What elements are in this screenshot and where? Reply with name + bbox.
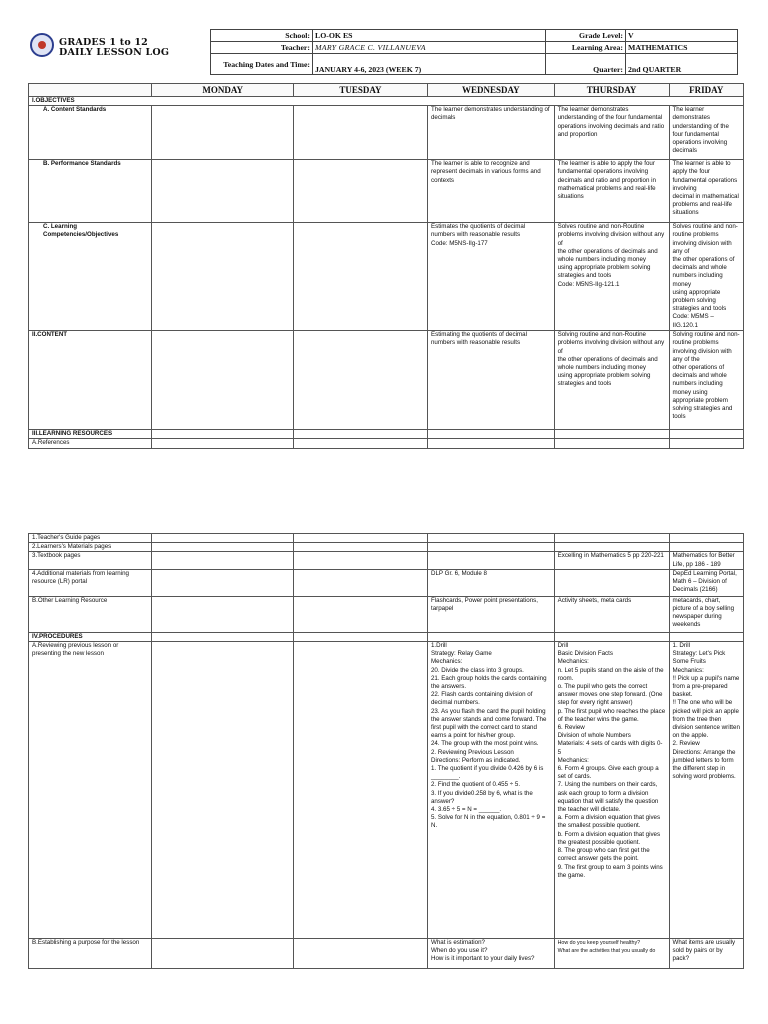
table-row bbox=[29, 331, 744, 430]
empty-cell bbox=[293, 939, 427, 969]
thursday-cell: Solving routine and non-Routine problems involving division without any of the other operations of decimals and whole numbers including money using appropriate problem solving strategies and tools bbox=[554, 331, 669, 430]
lesson-grid-2 bbox=[28, 533, 744, 969]
reviewing-lesson-label: A.Reviewing previous lesson or presenting the new lesson bbox=[29, 642, 152, 939]
empty-cell bbox=[152, 534, 294, 543]
table-row bbox=[29, 430, 744, 439]
teacher-label: Teacher: bbox=[211, 42, 313, 54]
wednesday-cell: DLP Gr. 6, Module 8 bbox=[427, 569, 554, 596]
empty-cell bbox=[669, 632, 744, 641]
thursday-cell: How do you keep yourself healthy? What are the activities that you usually do bbox=[554, 939, 669, 969]
performance-standards-label: B. Performance Standards bbox=[29, 160, 152, 223]
wednesday-cell: 1.Drill Strategy: Relay Game Mechanics: 20. Divide the class into 3 groups. 21. Each group holds the cards containing the answers. 22. Flash cards containing division of decimal numbers. 23. As you flash the card the pupil holding the answer stands and come forward. The first pupil with the correct card to stand earns a point for his/her group. 24. The group with the most point wins. 2. Reviewing Previous Lesson Directions: Perform as indicated. 1. The quotient if you divide 0.426 by 6 is ________. 2. Find the quotient of 0.455 ÷ 5. 3. If you divide0.258 by 6, what is the answer? 4. 3.65 ÷ 5 = N = ______. 5. Solve for N in the equation, 0.801 ÷ 9 = N. bbox=[427, 642, 554, 939]
wednesday-cell: Estimating the quotients of decimal numbers with reasonable results bbox=[427, 331, 554, 430]
empty-cell bbox=[293, 596, 427, 632]
other-resources-label: B.Other Learning Resource bbox=[29, 596, 152, 632]
teaching-dates-value: JANUARY 4-6, 2023 (WEEK 7) bbox=[313, 54, 546, 75]
wednesday-cell: The learner is able to recognize and represent decimals in various forms and contexts bbox=[427, 160, 554, 223]
textbook-label: 3.Textbook pages bbox=[29, 552, 152, 569]
empty-cell bbox=[293, 534, 427, 543]
competencies-label: C. Learning Competencies/Objectives bbox=[29, 223, 152, 331]
table-row bbox=[29, 223, 744, 331]
empty-cell bbox=[554, 569, 669, 596]
empty-cell bbox=[152, 552, 294, 569]
friday-cell: The learner demonstrates understanding of the four fundamental operations involving decimals bbox=[669, 106, 744, 160]
empty-cell bbox=[152, 939, 294, 969]
lesson-table-part-1 bbox=[28, 83, 744, 449]
day-thursday: THURSDAY bbox=[554, 84, 669, 97]
lesson-grid-1 bbox=[28, 83, 744, 449]
lesson-table-part-2 bbox=[28, 533, 744, 969]
table-row bbox=[29, 534, 744, 543]
table-row bbox=[29, 569, 744, 596]
wednesday-cell: The learner demonstrates understanding of decimals bbox=[427, 106, 554, 160]
learners-materials-label: 2.Learners's Materials pages bbox=[29, 543, 152, 552]
empty-cell bbox=[293, 552, 427, 569]
empty-cell bbox=[427, 430, 554, 439]
empty-cell bbox=[293, 439, 427, 448]
empty-cell bbox=[427, 534, 554, 543]
wednesday-cell: Flashcards, Power point presentations, tarpapel bbox=[427, 596, 554, 632]
empty-cell bbox=[554, 439, 669, 448]
grade-level-value: V bbox=[626, 30, 738, 42]
table-row bbox=[29, 439, 744, 448]
thursday-cell: Activity sheets, meta cards bbox=[554, 596, 669, 632]
table-row bbox=[29, 552, 744, 569]
empty-cell bbox=[293, 632, 427, 641]
teaching-dates-label: Teaching Dates and Time: bbox=[211, 54, 313, 75]
procedures-heading: IV.PROCEDURES bbox=[29, 632, 152, 641]
empty-cell bbox=[669, 430, 744, 439]
tuesday-cell bbox=[293, 331, 427, 430]
school-label: School: bbox=[211, 30, 313, 42]
learning-resources-heading: III.LEARNING RESOURCES bbox=[29, 430, 152, 439]
quarter-value: 2nd QUARTER bbox=[626, 54, 738, 75]
tuesday-cell bbox=[293, 160, 427, 223]
empty-cell bbox=[152, 596, 294, 632]
wednesday-cell: Estimates the quotients of decimal numbers with reasonable results Code: M5NS-IIg-177 bbox=[427, 223, 554, 331]
empty-cell bbox=[427, 552, 554, 569]
day-friday: FRIDAY bbox=[669, 84, 744, 97]
day-monday: MONDAY bbox=[152, 84, 294, 97]
tuesday-cell bbox=[293, 223, 427, 331]
thursday-cell: Drill Basic Division Facts Mechanics: n. Let 5 pupils stand on the aisle of the room. o. The pupil who gets the correct answer moves one step forward. (One step for every right answer) p. The first pupil who reaches the place of the teacher wins the game. 6. Review Division of whole Numbers Materials: 4 sets of cards with digits 0-5 Mechanics: 6. Form 4 groups. Give each group a set of cards. 7. Using the numbers on their cards, ask each group to form a division equation that will satisfy the question the teacher will dictate. a. Form a division equation that gives the smallest possible quotient. b. Form a division equation that gives the greatest possible quotient. 8. The group who can first get the correct answer gets the point. 9. The first group to earn 3 points wins the game. bbox=[554, 642, 669, 939]
thursday-cell: Solves routine and non-Routine problems involving division without any of the other operations of decimals and whole numbers including money using appropriate problem solving strategies and tools Code: M5NS-IIg-121.1 bbox=[554, 223, 669, 331]
empty-cell bbox=[554, 632, 669, 641]
content-standards-label: A. Content Standards bbox=[29, 106, 152, 160]
day-header-row bbox=[29, 84, 744, 97]
thursday-cell: The learner is able to apply the four fundamental operations involving decimals and ratio and proportion in mathematical problems and real-life situations bbox=[554, 160, 669, 223]
monday-cell bbox=[152, 331, 294, 430]
monday-cell bbox=[152, 106, 294, 160]
thursday-cell: Excelling in Mathematics 5 pp 220-221 bbox=[554, 552, 669, 569]
grade-level-label: Grade Level: bbox=[546, 30, 626, 42]
additional-materials-label: 4.Additional materials from learning resource (LR) portal bbox=[29, 569, 152, 596]
table-row bbox=[29, 939, 744, 969]
header-info-table bbox=[210, 29, 738, 75]
table-row bbox=[29, 106, 744, 160]
table-row bbox=[29, 543, 744, 552]
blank-corner bbox=[29, 84, 152, 97]
quarter-label: Quarter: bbox=[546, 54, 626, 75]
teacher-value: MARY GRACE C. VILLANUEVA bbox=[313, 42, 546, 54]
title-line-2: DAILY LESSON LOG bbox=[59, 47, 170, 58]
table-row bbox=[29, 642, 744, 939]
learning-area-label: Learning Area: bbox=[546, 42, 626, 54]
objectives-heading: I.OBJECTIVES bbox=[29, 97, 744, 106]
lesson-log-header bbox=[28, 29, 744, 76]
empty-cell bbox=[293, 642, 427, 939]
empty-cell bbox=[669, 543, 744, 552]
table-row bbox=[29, 596, 744, 632]
monday-cell bbox=[152, 160, 294, 223]
day-tuesday: TUESDAY bbox=[293, 84, 427, 97]
friday-cell: Solving routine and non-routine problems involving division with any of the other operations of decimals and whole numbers including money using appropriate problem solving strategies and tools bbox=[669, 331, 744, 430]
tuesday-cell bbox=[293, 106, 427, 160]
empty-cell bbox=[554, 543, 669, 552]
friday-cell: DepEd Learning Portal, Math 6 – Division of Decimals (2166) bbox=[669, 569, 744, 596]
monday-cell bbox=[152, 223, 294, 331]
title-line-1: GRADES 1 to 12 bbox=[59, 37, 148, 48]
table-row bbox=[29, 97, 744, 106]
teachers-guide-label: 1.Teacher's Guide pages bbox=[29, 534, 152, 543]
empty-cell bbox=[152, 642, 294, 939]
friday-cell: 1. Drill Strategy: Let's Pick Some Fruits Mechanics: !! Pick up a pupil's name from a pre-prepared basket. !! The one who will be picked will pick an apple from the tree then division sentence written on the apple. 2. Review Directions: Arrange the jumbled letters to form the different step in solving word problems. bbox=[669, 642, 744, 939]
empty-cell bbox=[669, 439, 744, 448]
friday-cell: What items are usually sold by pairs or by pack? bbox=[669, 939, 744, 969]
empty-cell bbox=[427, 439, 554, 448]
document-title bbox=[59, 38, 169, 58]
empty-cell bbox=[152, 569, 294, 596]
wednesday-cell: What is estimation? When do you use it? How is it important to your daily lives? bbox=[427, 939, 554, 969]
empty-cell bbox=[152, 439, 294, 448]
table-row bbox=[29, 160, 744, 223]
purpose-label: B.Establishing a purpose for the lesson bbox=[29, 939, 152, 969]
deped-seal-icon bbox=[30, 33, 54, 57]
content-label: II.CONTENT bbox=[29, 331, 152, 430]
day-wednesday: WEDNESDAY bbox=[427, 84, 554, 97]
friday-cell: metacards, chart, picture of a boy selling newspaper during weekends bbox=[669, 596, 744, 632]
empty-cell bbox=[152, 430, 294, 439]
references-label: A.References bbox=[29, 439, 152, 448]
empty-cell bbox=[669, 534, 744, 543]
empty-cell bbox=[152, 632, 294, 641]
thursday-cell: The learner demonstrates understanding of the four fundamental operations involving decimals and ratio and proportion bbox=[554, 106, 669, 160]
empty-cell bbox=[152, 543, 294, 552]
empty-cell bbox=[293, 569, 427, 596]
friday-cell: Solves routine and non-routine problems involving division with any of the other operations of decimals and whole numbers including money using appropriate problem solving strategies and tools Code: M5MS – IIG.120.1 bbox=[669, 223, 744, 331]
empty-cell bbox=[554, 430, 669, 439]
friday-cell: Mathematics for Better Life, pp 186 - 189 bbox=[669, 552, 744, 569]
empty-cell bbox=[427, 632, 554, 641]
empty-cell bbox=[554, 534, 669, 543]
table-row bbox=[29, 632, 744, 641]
empty-cell bbox=[293, 543, 427, 552]
learning-area-value: MATHEMATICS bbox=[626, 42, 738, 54]
friday-cell: The learner is able to apply the four fundamental operations involving decimal in mathematical problems and real-life situations bbox=[669, 160, 744, 223]
school-value: LO-OK ES bbox=[313, 30, 546, 42]
empty-cell bbox=[427, 543, 554, 552]
empty-cell bbox=[293, 430, 427, 439]
